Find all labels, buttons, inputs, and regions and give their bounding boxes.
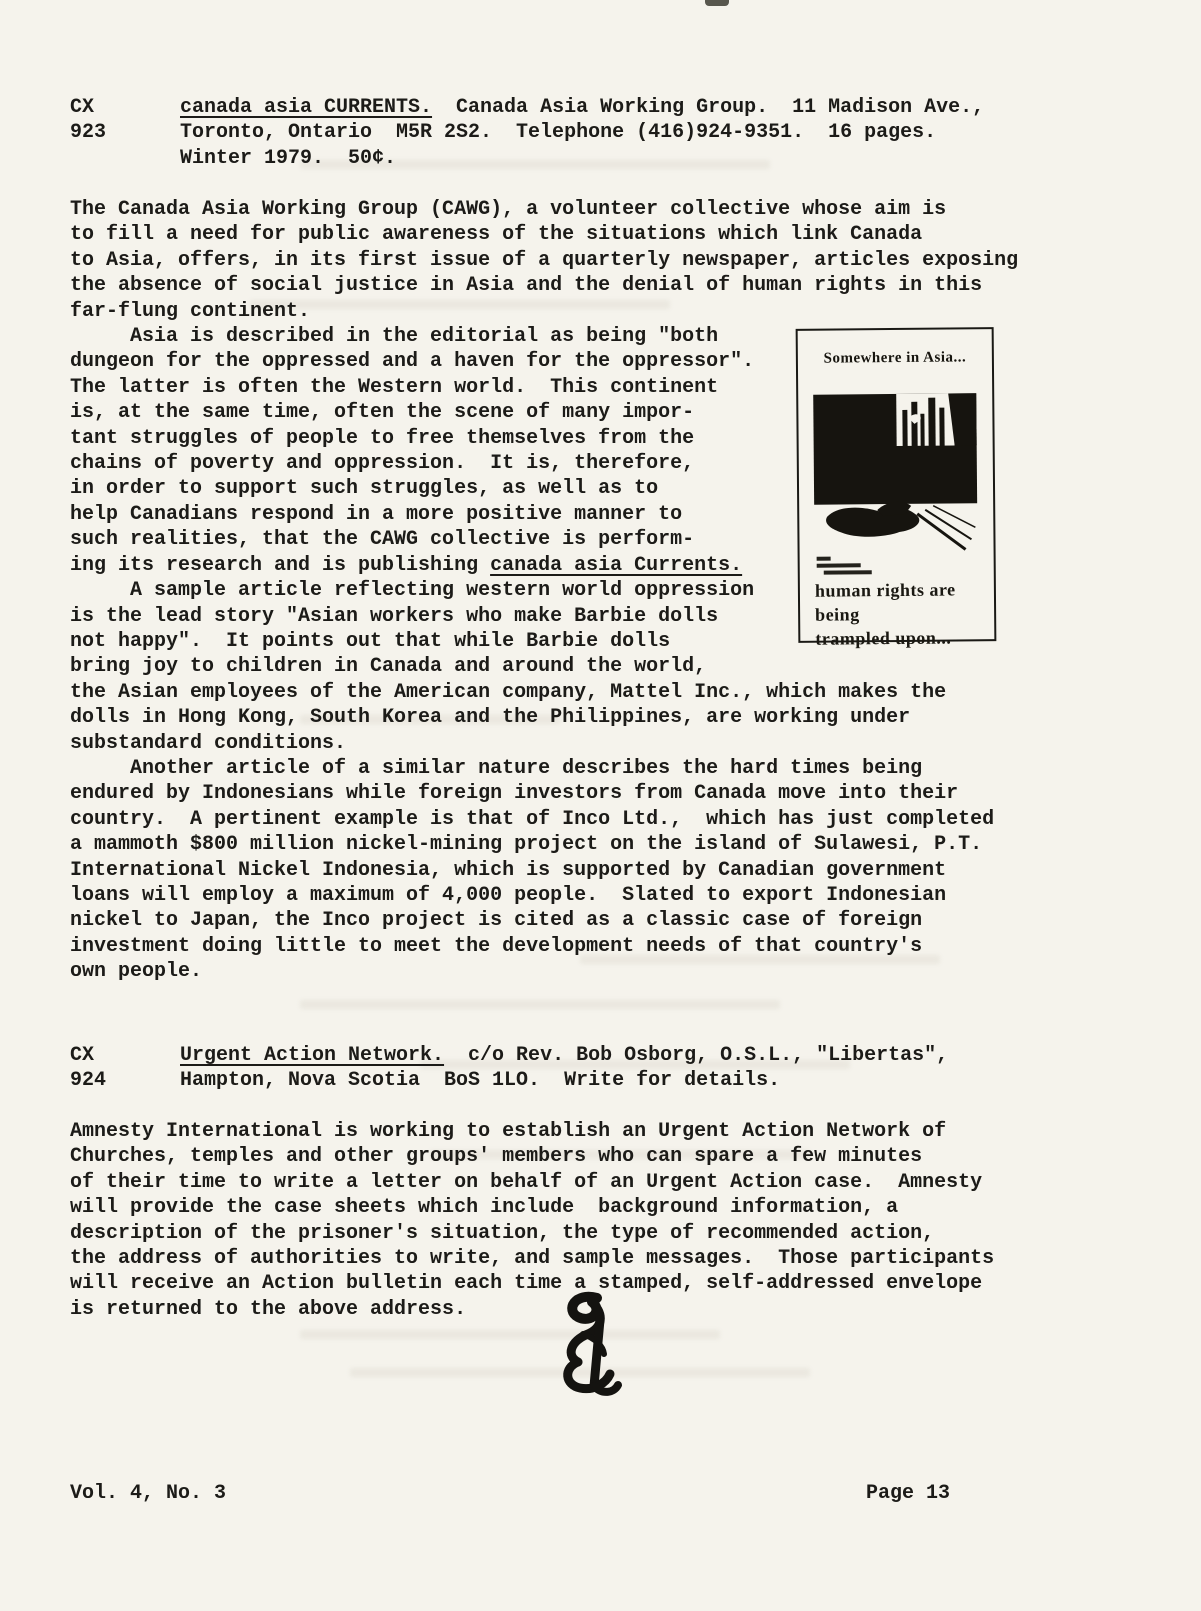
text-line: country. A pertinent example is that of Inco Ltd., which has just completed: [70, 807, 995, 831]
text-line: dungeon for the oppressed and a haven for the oppressor".: [70, 350, 755, 374]
text-line: chains of poverty and oppression. It is, therefore,: [70, 452, 695, 476]
text-line: Amnesty International is working to establish an Urgent Action Network of: [70, 1120, 947, 1143]
text-line: The latter is often the Western world. This continent: [70, 375, 719, 399]
paragraph: [70, 1119, 994, 1322]
text-line: dolls in Hong Kong, South Korea and the Philippines, are working under: [70, 706, 911, 730]
text-line: tant struggles of people to free themselves from the: [70, 426, 695, 450]
entry-citation: [180, 1043, 948, 1094]
paragraph-1: [70, 197, 1018, 324]
text-line: Churches, temples and other groups' members who can spare a few minutes: [70, 1145, 923, 1169]
publication-title: Urgent Action Network.: [180, 1044, 445, 1067]
text-segment: ing its research and is publishing: [70, 553, 491, 577]
cover-photo-illustration: [798, 387, 993, 554]
text-line: substandard conditions.: [70, 731, 347, 755]
page-number: Page 13: [866, 1482, 951, 1505]
text-line: the address of authorities to write, and sample messages. Those participants: [70, 1247, 995, 1271]
text-line: Asia is described in the editorial as being "both: [70, 325, 719, 349]
text-line: Another article of a similar nature describes the hard times being: [70, 756, 923, 780]
citation-line: Winter 1979. 50¢.: [180, 146, 397, 170]
photo-credit-text: [817, 557, 831, 561]
text-line: will provide the case sheets which include background information, a: [70, 1196, 899, 1220]
text-line: far-flung continent.: [70, 299, 311, 323]
entry-cx-923: [70, 95, 1070, 171]
article-924: [70, 1119, 994, 1322]
citation-line: [180, 1043, 948, 1068]
text-line: a mammoth $800 million nickel-mining project on the island of Sulawesi, P.T.: [70, 833, 983, 857]
text-line: will receive an Action bulletin each time a stamped, self-addressed envelope: [70, 1272, 983, 1296]
entry-code: CX: [70, 96, 95, 119]
text-line: such realities, that the CAWG collective is perform-: [70, 528, 695, 552]
citation-text: Canada Asia Working Group. 11 Madison Ave.,: [432, 96, 985, 119]
photo-credit-text: [824, 570, 872, 574]
text-line: not happy". It points out that while Barbie dolls: [70, 629, 671, 653]
publication-title: canada asia CURRENTS.: [180, 96, 433, 119]
text-line: loans will employ a maximum of 4,000 people. Slated to export Indonesian: [70, 883, 947, 907]
text-line: investment doing little to meet the development needs of that country's: [70, 934, 923, 958]
ornament-monogram-icon: [543, 1290, 643, 1402]
entry-code-column: [70, 95, 180, 171]
text-line: bring joy to children in Canada and around the world,: [70, 655, 707, 679]
text-line: to Asia, offers, in its first issue of a quarterly newspaper, articles exposing: [70, 248, 1019, 272]
cover-caption: [815, 577, 995, 651]
entry-citation: [180, 95, 984, 171]
text-line: endured by Indonesians while foreign investors from Canada move into their: [70, 782, 959, 806]
text-line: description of the prisoner's situation, the type of recommended action,: [70, 1221, 935, 1245]
bleedthrough-artifact: [300, 1330, 720, 1339]
text-line: in order to support such struggles, as well as to: [70, 477, 659, 501]
citation-line: Toronto, Ontario M5R 2S2. Telephone (416)924-9351. 16 pages.: [180, 121, 937, 145]
entry-code-column: [70, 1043, 180, 1094]
text-line: is, at the same time, often the scene of many impor-: [70, 401, 695, 425]
entry-number: 923: [70, 121, 107, 145]
volume-number: Vol. 4, No. 3: [70, 1482, 227, 1505]
text-line: is the lead story "Asian workers who make Barbie dolls: [70, 604, 719, 628]
text-line: the absence of social justice in Asia and the denial of human rights in this: [70, 274, 983, 298]
citation-text: c/o Rev. Bob Osborg, O.S.L., "Libertas",: [444, 1044, 949, 1067]
bleedthrough-artifact: [300, 1000, 780, 1009]
citation-line: Hampton, Nova Scotia BoS 1LO. Write for details.: [180, 1069, 781, 1093]
cover-caption-line: human rights are being: [814, 579, 956, 625]
newspaper-cover-image: [796, 327, 997, 649]
cover-caption-line: trampled upon...: [815, 627, 952, 649]
entry-cx-924: [70, 1043, 1070, 1094]
text-line: the Asian employees of the American company, Mattel Inc., which makes the: [70, 680, 947, 704]
photo-credit-text: [817, 563, 861, 567]
text-line: own people.: [70, 960, 203, 984]
entry-code: CX: [70, 1044, 95, 1067]
cover-headline: Somewhere in Asia...: [823, 349, 967, 367]
text-line: nickel to Japan, the Inco project is cited as a classic case of foreign: [70, 909, 923, 933]
text-line: to fill a need for public awareness of the situations which link Canada: [70, 223, 923, 247]
text-line: A sample article reflecting western world oppression: [70, 579, 755, 603]
text-line: International Nickel Indonesia, which is supported by Canadian government: [70, 858, 947, 882]
text-line: The Canada Asia Working Group (CAWG), a volunteer collective whose aim is: [70, 198, 947, 221]
text-line: help Canadians respond in a more positive manner to: [70, 502, 683, 526]
scan-artifact: [705, 0, 729, 6]
publication-title-inline: canada asia Currents.: [490, 553, 743, 577]
citation-line: [180, 95, 984, 120]
entry-number: 924: [70, 1069, 107, 1093]
text-line: is returned to the above address.: [70, 1297, 467, 1321]
text-line: of their time to write a letter on behalf of an Urgent Action case. Amnesty: [70, 1170, 983, 1194]
